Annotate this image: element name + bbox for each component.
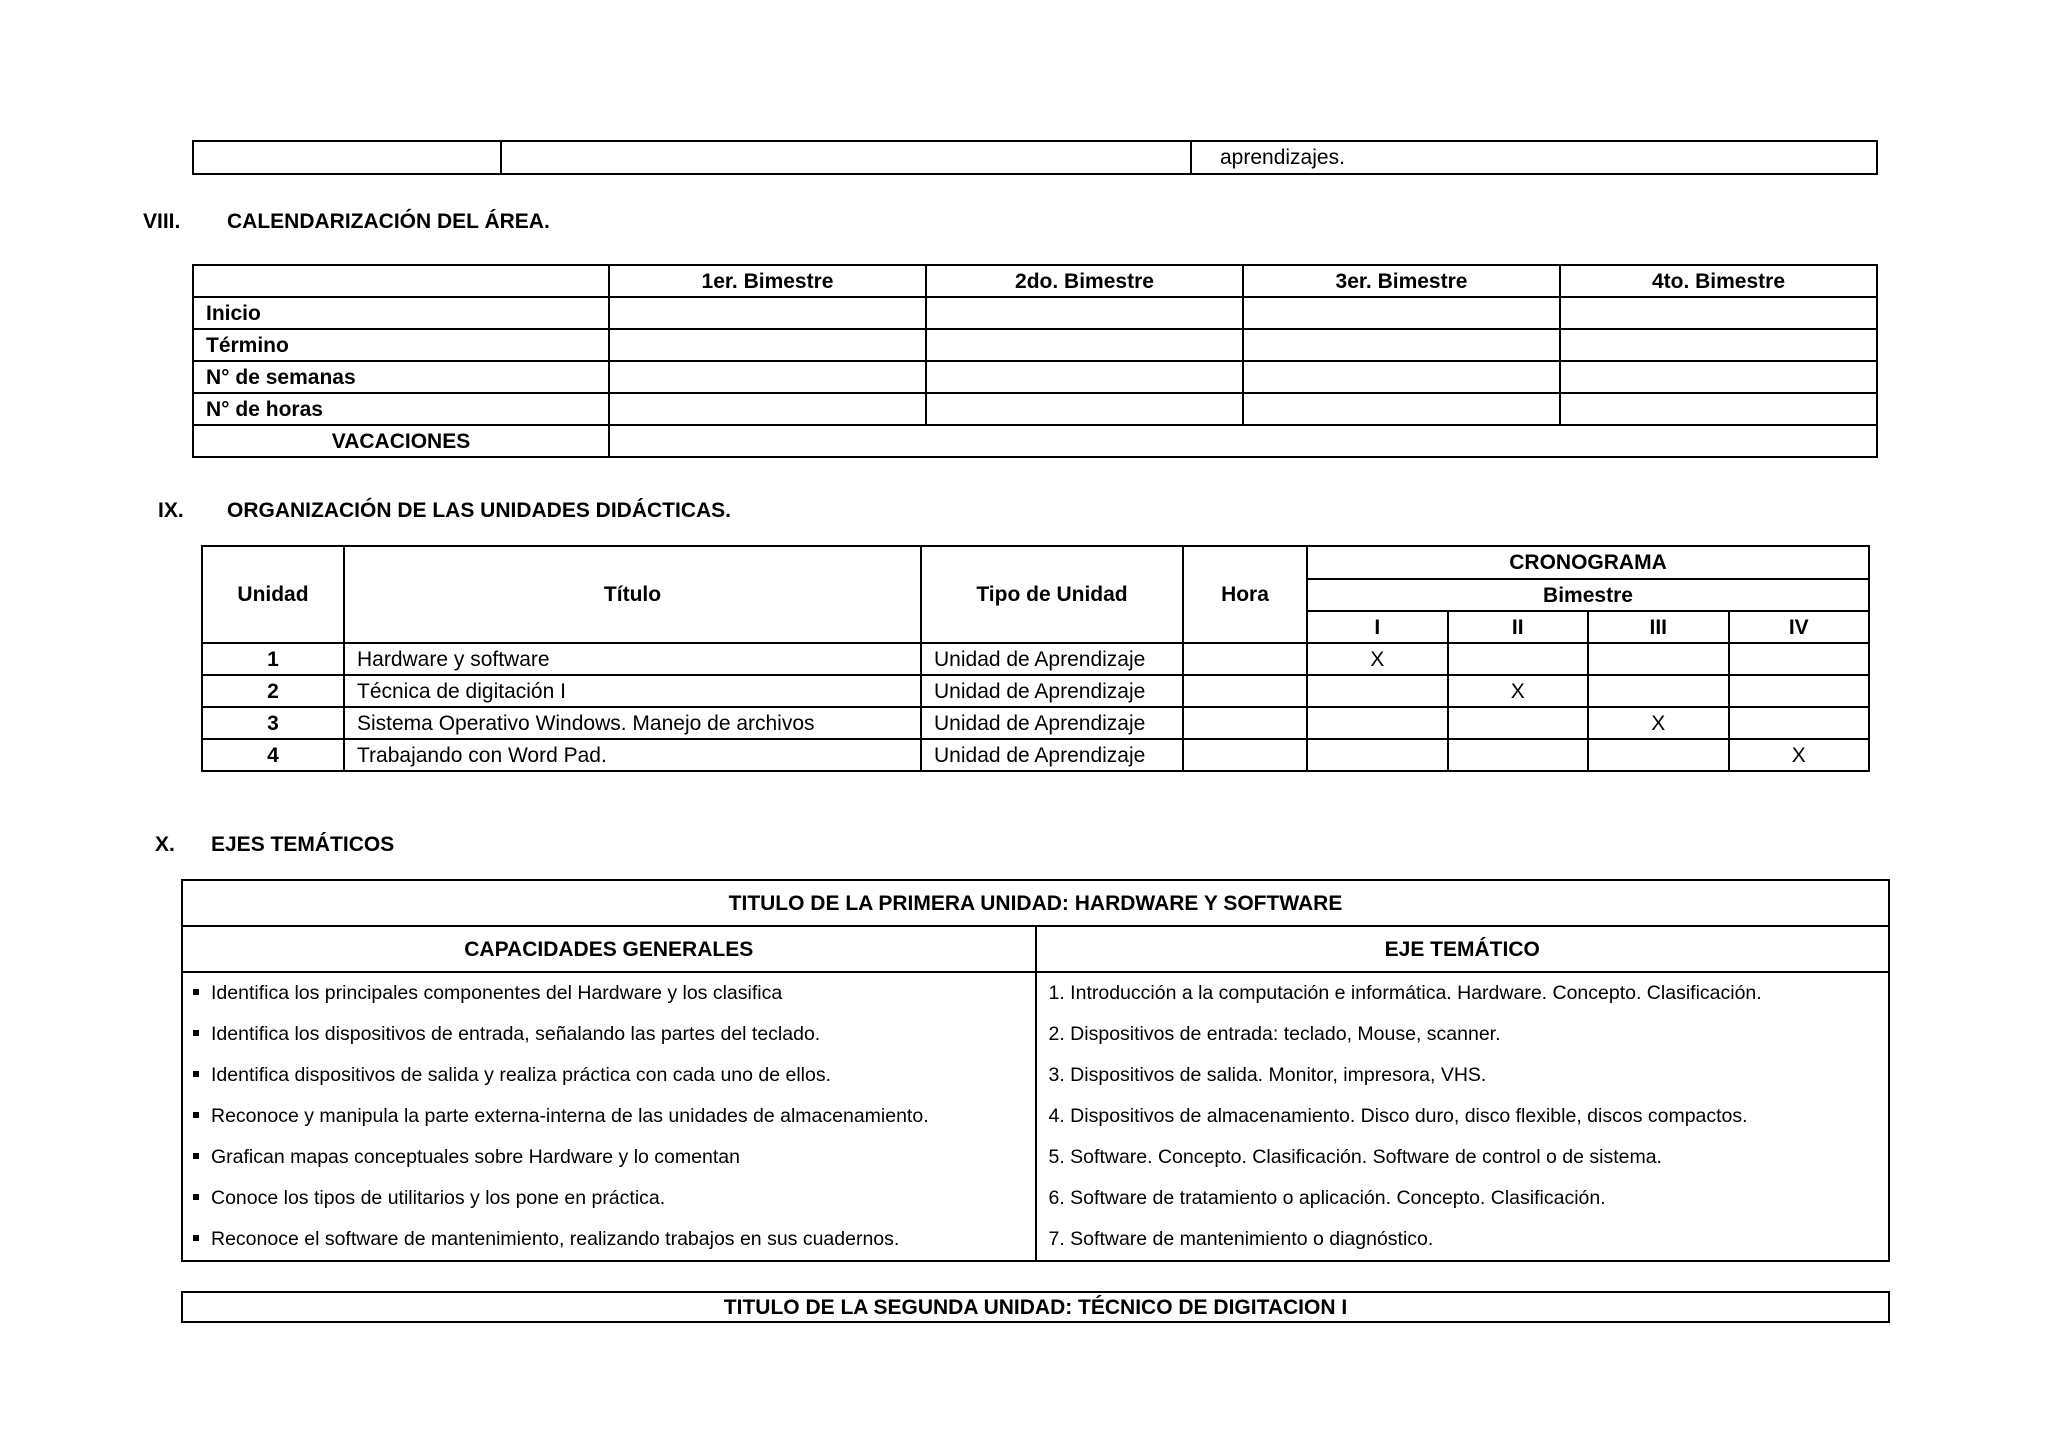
unit-hours	[1183, 675, 1307, 707]
schedule-mark	[1307, 739, 1448, 771]
schedule-mark: X	[1448, 675, 1589, 707]
section-number: X.	[155, 833, 175, 856]
cell	[609, 329, 926, 361]
unit-type: Unidad de Aprendizaje	[921, 707, 1183, 739]
header-bimestre: Bimestre	[1307, 579, 1869, 611]
header-cronograma: CRONOGRAMA	[1307, 546, 1869, 579]
schedule-mark	[1588, 643, 1729, 675]
schedule-mark	[1588, 675, 1729, 707]
fragment-text: aprendizajes.	[1191, 141, 1877, 174]
cell	[1560, 361, 1877, 393]
schedule-mark	[1729, 643, 1870, 675]
header-period-iii: III	[1588, 611, 1729, 643]
schedule-mark: X	[1729, 739, 1870, 771]
list-item: Conoce los tipos de utilitarios y los pone en práctica.	[193, 1178, 1025, 1219]
section-title: CALENDARIZACIÓN DEL ÁREA.	[227, 210, 550, 233]
list-item: Reconoce y manipula la parte externa-interna de las unidades de almacenamiento.	[193, 1096, 1025, 1137]
header-capacidades: CAPACIDADES GENERALES	[182, 926, 1036, 972]
unit-hours	[1183, 707, 1307, 739]
unit-number: 1	[202, 643, 344, 675]
list-item: Identifica los principales componentes del Hardware y los clasifica	[193, 973, 1025, 1014]
row-label-inicio: Inicio	[193, 297, 609, 329]
schedule-mark: X	[1307, 643, 1448, 675]
table-row	[202, 643, 1869, 675]
cell	[1560, 393, 1877, 425]
bullet-icon	[193, 1030, 199, 1036]
table-row	[202, 675, 1869, 707]
unit1-axes-table	[181, 879, 1890, 1262]
unit-type: Unidad de Aprendizaje	[921, 675, 1183, 707]
header-eje: EJE TEMÁTICO	[1036, 926, 1890, 972]
cell	[1243, 361, 1560, 393]
cell	[926, 297, 1243, 329]
row-label-vacaciones: VACACIONES	[193, 425, 609, 457]
header-hora: Hora	[1183, 546, 1307, 643]
list-item: 6. Software de tratamiento o aplicación. Concepto. Clasificación.	[1048, 1187, 1606, 1209]
unit-title: Sistema Operativo Windows. Manejo de archivos	[344, 707, 921, 739]
table-row	[202, 739, 1869, 771]
header-bimestre-1: 1er. Bimestre	[609, 265, 926, 297]
top-fragment-table	[192, 140, 1878, 175]
schedule-mark	[1448, 643, 1589, 675]
header-bimestre-4: 4to. Bimestre	[1560, 265, 1877, 297]
header-titulo: Título	[344, 546, 921, 643]
row-label-horas: N° de horas	[193, 393, 609, 425]
bullet-icon	[193, 1153, 199, 1159]
bullet-icon	[193, 1071, 199, 1077]
section-number: IX.	[158, 499, 184, 522]
bullet-icon	[193, 1194, 199, 1200]
unit-hours	[1183, 739, 1307, 771]
units-table	[201, 545, 1870, 772]
schedule-mark	[1729, 707, 1870, 739]
cell	[926, 329, 1243, 361]
table-row	[202, 707, 1869, 739]
list-item: 3. Dispositivos de salida. Monitor, impresora, VHS.	[1048, 1064, 1487, 1086]
list-item: 5. Software. Concepto. Clasificación. Software de control o de sistema.	[1048, 1146, 1662, 1168]
row-label-termino: Término	[193, 329, 609, 361]
section-title: EJES TEMÁTICOS	[211, 833, 395, 856]
capacidades-list	[182, 972, 1036, 1261]
unit1-title: TITULO DE LA PRIMERA UNIDAD: HARDWARE Y SOFTWARE	[182, 880, 1889, 926]
cell	[926, 393, 1243, 425]
empty-cell	[193, 141, 501, 174]
unit-title: Técnica de digitación I	[344, 675, 921, 707]
bullet-icon	[193, 1112, 199, 1118]
unit-number: 4	[202, 739, 344, 771]
list-item: Grafican mapas conceptuales sobre Hardware y lo comentan	[193, 1137, 1025, 1178]
bullet-icon	[193, 1235, 199, 1241]
header-period-ii: II	[1448, 611, 1589, 643]
cell	[1560, 297, 1877, 329]
empty-cell	[501, 141, 1191, 174]
unit-hours	[1183, 643, 1307, 675]
vacaciones-cell	[609, 425, 1877, 457]
cell	[926, 361, 1243, 393]
list-item: 2. Dispositivos de entrada: teclado, Mouse, scanner.	[1048, 1023, 1501, 1045]
list-item: 4. Dispositivos de almacenamiento. Disco duro, disco flexible, discos compactos.	[1048, 1105, 1748, 1127]
cell	[1243, 297, 1560, 329]
header-bimestre-2: 2do. Bimestre	[926, 265, 1243, 297]
unit-number: 2	[202, 675, 344, 707]
header-period-iv: IV	[1729, 611, 1870, 643]
section-9-heading	[158, 499, 731, 523]
section-number: VIII.	[143, 210, 181, 233]
cell	[609, 297, 926, 329]
schedule-mark	[1307, 707, 1448, 739]
schedule-mark	[1448, 739, 1589, 771]
cell	[1560, 329, 1877, 361]
cell	[609, 361, 926, 393]
schedule-mark	[1588, 739, 1729, 771]
schedule-mark	[1307, 675, 1448, 707]
unit-type: Unidad de Aprendizaje	[921, 739, 1183, 771]
header-empty	[193, 265, 609, 297]
schedule-mark	[1729, 675, 1870, 707]
schedule-mark: X	[1588, 707, 1729, 739]
unit-title: Trabajando con Word Pad.	[344, 739, 921, 771]
section-8-heading	[143, 210, 550, 234]
row-label-semanas: N° de semanas	[193, 361, 609, 393]
bullet-icon	[193, 989, 199, 995]
header-bimestre-3: 3er. Bimestre	[1243, 265, 1560, 297]
calendar-table	[192, 264, 1878, 458]
list-item: 7. Software de mantenimiento o diagnóstico.	[1048, 1228, 1434, 1250]
cell	[1243, 329, 1560, 361]
unit-title: Hardware y software	[344, 643, 921, 675]
header-unidad: Unidad	[202, 546, 344, 643]
schedule-mark	[1448, 707, 1589, 739]
unit-type: Unidad de Aprendizaje	[921, 643, 1183, 675]
list-item: Identifica los dispositivos de entrada, señalando las partes del teclado.	[193, 1014, 1025, 1055]
list-item: 1. Introducción a la computación e informática. Hardware. Concepto. Clasificación.	[1048, 982, 1762, 1004]
unit2-title-table	[181, 1291, 1890, 1323]
cell	[1243, 393, 1560, 425]
list-item: Reconoce el software de mantenimiento, realizando trabajos en sus cuadernos.	[193, 1219, 1025, 1260]
list-item: Identifica dispositivos de salida y realiza práctica con cada uno de ellos.	[193, 1055, 1025, 1096]
header-tipo: Tipo de Unidad	[921, 546, 1183, 643]
cell	[609, 393, 926, 425]
unit2-title: TITULO DE LA SEGUNDA UNIDAD: TÉCNICO DE DIGITACION I	[182, 1292, 1889, 1322]
unit-number: 3	[202, 707, 344, 739]
eje-list	[1036, 972, 1890, 1261]
section-10-heading	[155, 833, 394, 857]
header-period-i: I	[1307, 611, 1448, 643]
section-title: ORGANIZACIÓN DE LAS UNIDADES DIDÁCTICAS.	[227, 499, 732, 522]
